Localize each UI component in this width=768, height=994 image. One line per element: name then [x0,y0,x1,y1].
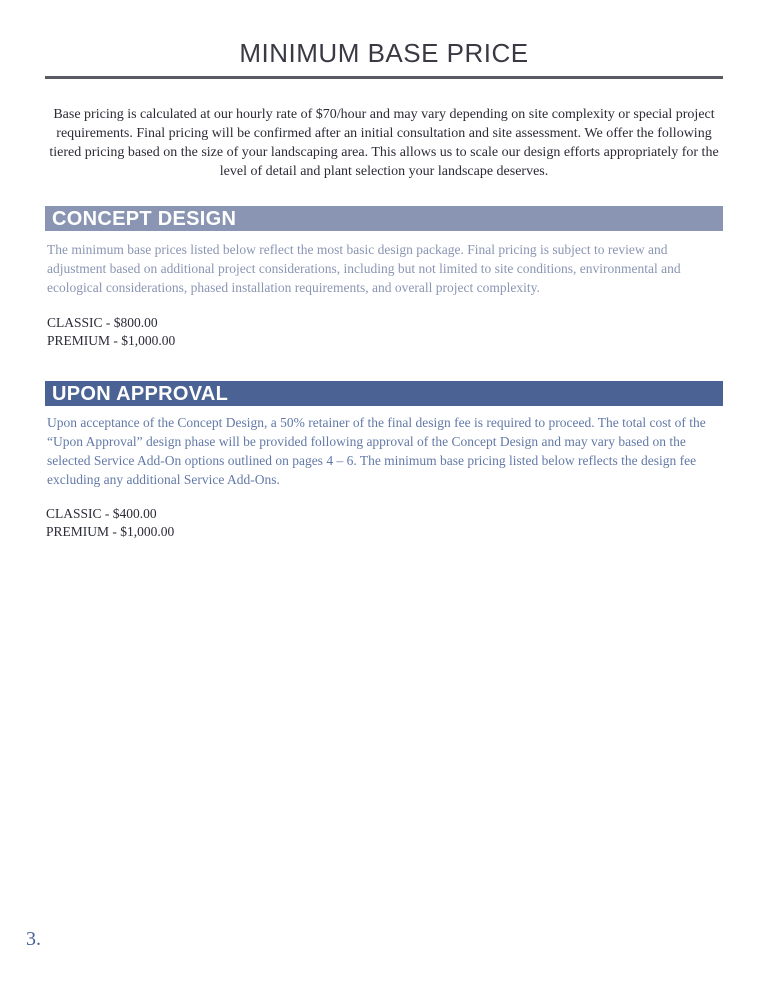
page-title: MINIMUM BASE PRICE [239,38,529,68]
upon-approval-description: Upon acceptance of the Concept Design, a 50% retainer of the final design fee is required to proceed. The total cost of the “Upon Approval” design phase will be provided following approval of the Concept Design and may vary based on the selected Service Add-On options outlined on pages 4 – 6. The minimum base pricing listed below reflects the design fee excluding any additional Service Add-Ons. [47,415,706,487]
price-item-premium: PREMIUM - $1,000.00 [46,524,175,539]
page-number: 3. [26,928,41,950]
title-divider [45,76,723,79]
concept-design-price-list [47,314,447,350]
intro-paragraph: Base pricing is calculated at our hourly rate of $70/hour and may vary depending on site complexity or special project requirements. Final pricing will be confirmed after an initial consultation and site assessment. We offer the following tiered pricing based on the size of your landscaping area. This allows us to scale our design efforts appropriately for the level of detail and plant selection your landscape deserves. [49,107,719,179]
upon-approval-price-list [46,505,446,541]
concept-design-description: The minimum base prices listed below reflect the most basic design package. Final pricing is subject to review and adjustment based on additional project considerations, including but not limited to site conditions, environmental and ecological considerations, phased installation requirements, and overall project complexity. [47,242,681,295]
price-item-classic: CLASSIC - $800.00 [47,315,158,330]
price-item-classic: CLASSIC - $400.00 [46,506,157,521]
section-header-upon-approval [45,381,723,406]
section-title-upon-approval: UPON APPROVAL [52,383,229,405]
price-item-premium: PREMIUM - $1,000.00 [47,333,176,348]
section-title-concept-design: CONCEPT DESIGN [52,208,237,230]
section-header-concept-design [45,206,723,231]
